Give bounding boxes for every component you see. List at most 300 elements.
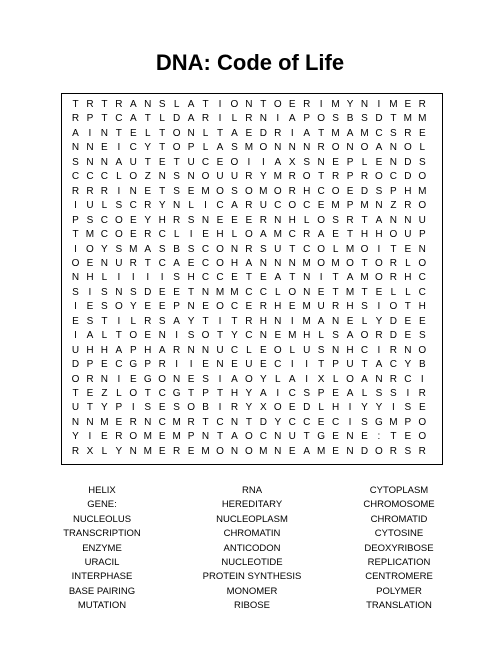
grid-letter: R bbox=[375, 330, 383, 342]
grid-letter: A bbox=[260, 229, 267, 241]
grid-letter: S bbox=[404, 445, 412, 457]
word-list-column-3 bbox=[324, 484, 474, 614]
grid-letter: C bbox=[245, 330, 253, 342]
grid-letter: C bbox=[129, 200, 137, 212]
grid-letter: E bbox=[216, 156, 224, 168]
grid-letter: P bbox=[418, 229, 426, 241]
grid-letter: P bbox=[129, 344, 137, 356]
word-search-grid bbox=[61, 93, 443, 465]
grid-letter: S bbox=[101, 301, 108, 313]
grid-letter: O bbox=[187, 402, 195, 414]
grid-letter: N bbox=[346, 445, 354, 457]
grid-letter: E bbox=[129, 127, 137, 139]
grid-letter: S bbox=[173, 171, 180, 183]
word-list-column-1 bbox=[27, 484, 177, 614]
grid-letter: Y bbox=[144, 142, 152, 154]
grid-letter: Y bbox=[144, 214, 152, 226]
grid-letter: M bbox=[316, 445, 326, 457]
grid-letter: N bbox=[100, 257, 108, 269]
word-list-item: REPLICATION bbox=[367, 556, 431, 568]
grid-letter: Y bbox=[187, 315, 195, 327]
grid-letter: E bbox=[216, 214, 224, 226]
grid-letter: T bbox=[231, 315, 238, 327]
grid-letter: C bbox=[375, 127, 383, 139]
grid-letter: I bbox=[117, 142, 121, 154]
grid-letter: H bbox=[404, 185, 412, 197]
grid-letter: S bbox=[86, 214, 94, 226]
grid-letter: N bbox=[173, 373, 181, 385]
grid-letter: E bbox=[101, 142, 108, 154]
grid-letter: A bbox=[260, 388, 267, 399]
grid-letter: O bbox=[230, 99, 239, 110]
word-list-item: ANTICODON bbox=[223, 542, 281, 554]
grid-letter: A bbox=[361, 373, 368, 385]
grid-letter: O bbox=[201, 171, 210, 183]
grid-letter: C bbox=[158, 416, 166, 428]
grid-letter: E bbox=[158, 156, 166, 168]
grid-letter: I bbox=[189, 229, 193, 241]
grid-letter: R bbox=[274, 127, 282, 139]
grid-letter: N bbox=[259, 330, 267, 342]
grid-letter: E bbox=[288, 402, 296, 414]
grid-letter: E bbox=[202, 301, 209, 313]
grid-letter: P bbox=[115, 402, 123, 414]
grid-letter: S bbox=[303, 156, 311, 168]
grid-letter: X bbox=[317, 373, 325, 385]
grid-letter: M bbox=[201, 185, 210, 197]
grid-letter: E bbox=[274, 330, 282, 342]
grid-letter: Y bbox=[404, 359, 412, 371]
grid-letter: I bbox=[305, 359, 309, 371]
grid-letter: T bbox=[72, 99, 79, 110]
grid-letter: O bbox=[346, 373, 354, 385]
grid-letter: H bbox=[404, 272, 412, 284]
grid-letter: S bbox=[418, 156, 426, 168]
grid-letter: T bbox=[202, 99, 209, 110]
grid-letter: C bbox=[100, 171, 108, 183]
grid-letter: U bbox=[317, 301, 325, 313]
grid-letter: I bbox=[218, 373, 222, 385]
grid-letter: T bbox=[404, 301, 411, 313]
grid-letter: A bbox=[288, 113, 296, 125]
grid-letter: N bbox=[129, 445, 137, 457]
grid-letter: O bbox=[230, 156, 239, 168]
grid-letter: S bbox=[375, 388, 383, 399]
grid-letter: A bbox=[187, 99, 195, 110]
grid-letter: U bbox=[259, 200, 267, 212]
grid-letter: Z bbox=[390, 200, 397, 212]
grid-letter: R bbox=[201, 113, 210, 125]
grid-letter: R bbox=[404, 127, 412, 139]
grid-letter: U bbox=[216, 344, 224, 356]
grid-letter: U bbox=[86, 200, 94, 212]
grid-letter: N bbox=[375, 200, 383, 212]
grid-letter: C bbox=[216, 200, 224, 212]
grid-letter: O bbox=[71, 373, 80, 385]
grid-letter: E bbox=[245, 127, 253, 139]
grid-letter: I bbox=[319, 272, 323, 284]
grid-letter: T bbox=[144, 257, 151, 269]
word-list-item: NUCLEOPLASM bbox=[216, 513, 288, 525]
grid-letter: N bbox=[360, 99, 369, 110]
grid-letter: N bbox=[389, 142, 397, 154]
grid-letter: T bbox=[188, 286, 195, 298]
word-list-item: INTERPHASE bbox=[71, 571, 133, 583]
grid-letter: T bbox=[86, 402, 93, 414]
grid-letter: E bbox=[332, 156, 339, 168]
grid-letter: A bbox=[231, 127, 238, 139]
grid-letter: A bbox=[231, 431, 238, 443]
grid-letter: N bbox=[274, 142, 282, 154]
grid-letter: I bbox=[406, 388, 410, 399]
grid-letter: O bbox=[114, 214, 123, 226]
grid-letter: A bbox=[216, 142, 224, 154]
grid-letter: A bbox=[173, 315, 180, 327]
grid-letter: M bbox=[389, 416, 398, 428]
grid-letter: Z bbox=[144, 171, 151, 183]
grid-letter: T bbox=[72, 229, 79, 241]
grid-letter: M bbox=[288, 330, 297, 342]
grid-letter: C bbox=[303, 416, 311, 428]
grid-letter: O bbox=[389, 229, 398, 241]
grid-letter: O bbox=[172, 127, 181, 139]
grid-letter: R bbox=[144, 315, 152, 327]
grid-letter: C bbox=[274, 359, 282, 371]
grid-letter: O bbox=[418, 200, 427, 212]
grid-letter: Y bbox=[129, 301, 137, 313]
grid-letter: A bbox=[72, 127, 79, 139]
grid-letter: O bbox=[375, 445, 383, 457]
grid-letter: E bbox=[404, 330, 412, 342]
grid-letter: L bbox=[361, 315, 368, 327]
grid-letter: N bbox=[201, 214, 210, 226]
grid-letter: R bbox=[389, 373, 397, 385]
grid-letter: C bbox=[288, 388, 296, 399]
grid-letter: L bbox=[101, 272, 108, 284]
grid-letter: O bbox=[245, 185, 253, 197]
grid-letter: T bbox=[159, 185, 166, 197]
grid-letter: I bbox=[160, 272, 164, 284]
grid-letter: R bbox=[418, 99, 426, 110]
grid-letter: E bbox=[418, 315, 426, 327]
grid-letter: M bbox=[360, 127, 369, 139]
grid-letter: A bbox=[115, 156, 123, 168]
word-list-item: CHROMATID bbox=[370, 513, 428, 525]
grid-letter: C bbox=[230, 301, 239, 313]
grid-letter: H bbox=[144, 344, 152, 356]
word-list-item: MONOMER bbox=[226, 585, 278, 597]
grid-letter: C bbox=[404, 373, 412, 385]
grid-letter: C bbox=[216, 416, 224, 428]
grid-letter: I bbox=[377, 243, 381, 255]
grid-letter: C bbox=[303, 243, 311, 255]
grid-letter: L bbox=[332, 243, 339, 255]
grid-letter: D bbox=[71, 359, 80, 371]
grid-letter: N bbox=[144, 99, 152, 110]
grid-letter: C bbox=[201, 243, 210, 255]
grid-letter: C bbox=[389, 359, 397, 371]
grid-letter: N bbox=[230, 445, 239, 457]
grid-letter: I bbox=[218, 402, 222, 414]
grid-letter: E bbox=[288, 445, 296, 457]
grid-letter: L bbox=[101, 200, 108, 212]
grid-letter: E bbox=[158, 301, 166, 313]
grid-letter: T bbox=[115, 330, 122, 342]
grid-letter: A bbox=[346, 127, 354, 139]
grid-letter: N bbox=[144, 416, 152, 428]
grid-letter: M bbox=[331, 257, 340, 269]
grid-letter: L bbox=[130, 315, 137, 327]
grid-letter: P bbox=[202, 388, 209, 399]
grid-letter: O bbox=[71, 257, 80, 269]
grid-letter: E bbox=[158, 402, 166, 414]
grid-letter: P bbox=[346, 171, 354, 183]
grid-letter: O bbox=[389, 301, 398, 313]
grid-letter: I bbox=[305, 373, 309, 385]
grid-letter: S bbox=[375, 185, 383, 197]
grid-letter: E bbox=[187, 257, 195, 269]
grid-letter: E bbox=[231, 214, 238, 226]
word-list-item: CYTOSINE bbox=[374, 528, 424, 540]
grid-letter: N bbox=[216, 359, 224, 371]
grid-letter: U bbox=[245, 359, 253, 371]
grid-letter: R bbox=[158, 359, 166, 371]
grid-letter: S bbox=[361, 416, 368, 428]
grid-letter: S bbox=[115, 200, 123, 212]
grid-letter: O bbox=[317, 257, 326, 269]
grid-letter: U bbox=[115, 257, 123, 269]
grid-letter: G bbox=[172, 388, 181, 399]
grid-letter: E bbox=[158, 431, 166, 443]
grid-letter: D bbox=[375, 113, 383, 125]
word-list-item: ENZYME bbox=[82, 542, 122, 554]
grid-letter: O bbox=[346, 257, 354, 269]
grid-letter: O bbox=[245, 445, 253, 457]
grid-letter: S bbox=[86, 315, 94, 327]
grid-letter: C bbox=[216, 272, 224, 284]
grid-letter: T bbox=[159, 142, 166, 154]
grid-letter: N bbox=[288, 142, 296, 154]
grid-letter: P bbox=[346, 200, 354, 212]
grid-letter: H bbox=[418, 301, 426, 313]
grid-letter: N bbox=[100, 373, 108, 385]
grid-letter: E bbox=[101, 431, 108, 443]
grid-letter: L bbox=[116, 171, 122, 183]
grid-letter: I bbox=[261, 156, 265, 168]
grid-letter: I bbox=[175, 359, 179, 371]
grid-letter: O bbox=[418, 431, 427, 443]
grid-letter: I bbox=[88, 127, 92, 139]
grid-letter: Y bbox=[115, 445, 123, 457]
grid-letter: C bbox=[201, 272, 210, 284]
grid-letter: R bbox=[331, 301, 340, 313]
grid-letter: P bbox=[144, 359, 152, 371]
grid-letter: E bbox=[144, 330, 152, 342]
grid-letter: E bbox=[332, 431, 339, 443]
grid-letter: I bbox=[117, 373, 121, 385]
grid-letter: L bbox=[246, 344, 252, 356]
grid-letter: T bbox=[144, 388, 151, 399]
grid-letter: R bbox=[187, 416, 195, 428]
grid-letter: E bbox=[187, 373, 195, 385]
grid-letter: Y bbox=[245, 388, 253, 399]
grid-letter: D bbox=[303, 402, 311, 414]
grid-letter: N bbox=[230, 243, 239, 255]
grid-letter: T bbox=[144, 156, 151, 168]
grid-letter: N bbox=[375, 373, 383, 385]
grid-letter: A bbox=[158, 344, 166, 356]
grid-letter: I bbox=[420, 373, 424, 385]
grid-letter: C bbox=[418, 272, 426, 284]
grid-letter: H bbox=[288, 214, 296, 226]
grid-letter: N bbox=[274, 214, 282, 226]
grid-letter: N bbox=[100, 127, 108, 139]
grid-letter: Y bbox=[375, 315, 383, 327]
grid-letter: I bbox=[117, 185, 121, 197]
grid-letter: N bbox=[303, 142, 311, 154]
grid-letter: O bbox=[245, 229, 253, 241]
grid-letter: A bbox=[231, 200, 238, 212]
grid-letter: O bbox=[86, 243, 94, 255]
grid-letter: R bbox=[173, 214, 181, 226]
grid-letter: R bbox=[317, 142, 325, 154]
grid-letter: C bbox=[303, 200, 311, 212]
grid-letter: H bbox=[86, 272, 94, 284]
grid-letter: C bbox=[331, 416, 340, 428]
grid-letter: A bbox=[129, 113, 137, 125]
grid-letter: S bbox=[144, 402, 152, 414]
grid-letter: N bbox=[115, 286, 123, 298]
grid-letter: N bbox=[230, 416, 239, 428]
grid-letter: E bbox=[187, 445, 195, 457]
grid-letter: O bbox=[288, 200, 297, 212]
grid-letter: N bbox=[331, 344, 340, 356]
grid-letter: H bbox=[331, 402, 340, 414]
grid-letter: E bbox=[86, 301, 94, 313]
grid-letter: M bbox=[129, 243, 138, 255]
grid-letter: U bbox=[187, 156, 195, 168]
grid-letter: S bbox=[158, 315, 166, 327]
grid-letter: N bbox=[201, 286, 210, 298]
word-list-item: MUTATION bbox=[77, 600, 127, 612]
grid-letter: S bbox=[187, 214, 195, 226]
grid-letter: M bbox=[418, 113, 427, 125]
grid-letter: M bbox=[259, 185, 268, 197]
grid-letter: H bbox=[346, 301, 354, 313]
word-list-item: POLYMER bbox=[376, 585, 422, 597]
grid-letter: L bbox=[390, 286, 397, 298]
grid-letter: M bbox=[418, 185, 427, 197]
grid-letter: R bbox=[86, 99, 94, 110]
grid-letter: I bbox=[218, 99, 222, 110]
grid-letter: S bbox=[332, 113, 339, 125]
grid-letter: N bbox=[71, 272, 80, 284]
grid-letter: N bbox=[404, 344, 412, 356]
word-list-item: RIBOSE bbox=[234, 600, 270, 612]
grid-letter: T bbox=[332, 286, 339, 298]
grid-letter: C bbox=[100, 214, 108, 226]
grid-letter: G bbox=[129, 359, 138, 371]
grid-letter: B bbox=[418, 359, 426, 371]
grid-letter: E bbox=[187, 185, 195, 197]
grid-letter: O bbox=[375, 272, 383, 284]
grid-letter: C bbox=[158, 229, 166, 241]
grid-letter: T bbox=[101, 315, 108, 327]
grid-letter: N bbox=[274, 431, 282, 443]
grid-letter: H bbox=[230, 257, 239, 269]
grid-letter: C bbox=[288, 416, 296, 428]
grid-letter: R bbox=[173, 445, 181, 457]
grid-letter: I bbox=[218, 113, 222, 125]
grid-letter: M bbox=[331, 99, 340, 110]
grid-letter: L bbox=[202, 127, 209, 139]
grid-letter: O bbox=[129, 431, 138, 443]
grid-letter: O bbox=[317, 214, 326, 226]
grid-letter: R bbox=[418, 445, 426, 457]
grid-letter: O bbox=[216, 243, 224, 255]
grid-letter: O bbox=[375, 171, 383, 183]
grid-letter: C bbox=[201, 156, 210, 168]
grid-letter: N bbox=[201, 431, 210, 443]
grid-letter: R bbox=[71, 445, 80, 457]
grid-letter: O bbox=[360, 142, 369, 154]
grid-letter: G bbox=[375, 416, 383, 428]
grid-letter: S bbox=[361, 301, 368, 313]
grid-letter: T bbox=[245, 272, 252, 284]
grid-letter: H bbox=[187, 272, 195, 284]
grid-letter: U bbox=[418, 214, 426, 226]
grid-letter: O bbox=[418, 257, 427, 269]
grid-letter: O bbox=[259, 142, 268, 154]
grid-letter: I bbox=[146, 272, 150, 284]
grid-letter: R bbox=[303, 229, 311, 241]
grid-letter: Y bbox=[260, 373, 267, 385]
grid-letter: I bbox=[88, 286, 92, 298]
grid-letter: I bbox=[319, 99, 323, 110]
grid-letter: E bbox=[72, 315, 79, 327]
grid-letter: I bbox=[247, 156, 251, 168]
grid-letter: N bbox=[331, 315, 340, 327]
grid-letter: T bbox=[216, 388, 224, 399]
grid-letter: N bbox=[187, 171, 195, 183]
grid-letter: E bbox=[288, 99, 296, 110]
grid-letter: C bbox=[259, 431, 267, 443]
grid-letter: O bbox=[114, 301, 123, 313]
grid-letter: E bbox=[317, 200, 325, 212]
grid-letter: Y bbox=[346, 99, 354, 110]
grid-letter: H bbox=[274, 301, 282, 313]
grid-letter: L bbox=[173, 99, 180, 110]
grid-letter: R bbox=[389, 272, 397, 284]
grid-letter: D bbox=[389, 330, 397, 342]
grid-letter: M bbox=[172, 431, 181, 443]
grid-letter: I bbox=[290, 315, 294, 327]
grid-letter: T bbox=[318, 171, 325, 183]
grid-letter: I bbox=[276, 113, 280, 125]
grid-letter: R bbox=[259, 214, 267, 226]
grid-letter: I bbox=[392, 402, 395, 414]
grid-letter: R bbox=[389, 257, 397, 269]
grid-letter: O bbox=[273, 402, 282, 414]
grid-letter: R bbox=[331, 171, 340, 183]
grid-letter: M bbox=[172, 416, 181, 428]
grid-letter: O bbox=[129, 388, 138, 399]
word-list-item: CENTROMERE bbox=[365, 571, 433, 583]
grid-letter: O bbox=[273, 185, 282, 197]
grid-letter: E bbox=[231, 272, 238, 284]
word-list-item: TRANSCRIPTION bbox=[63, 528, 141, 540]
grid-letter: R bbox=[144, 200, 152, 212]
